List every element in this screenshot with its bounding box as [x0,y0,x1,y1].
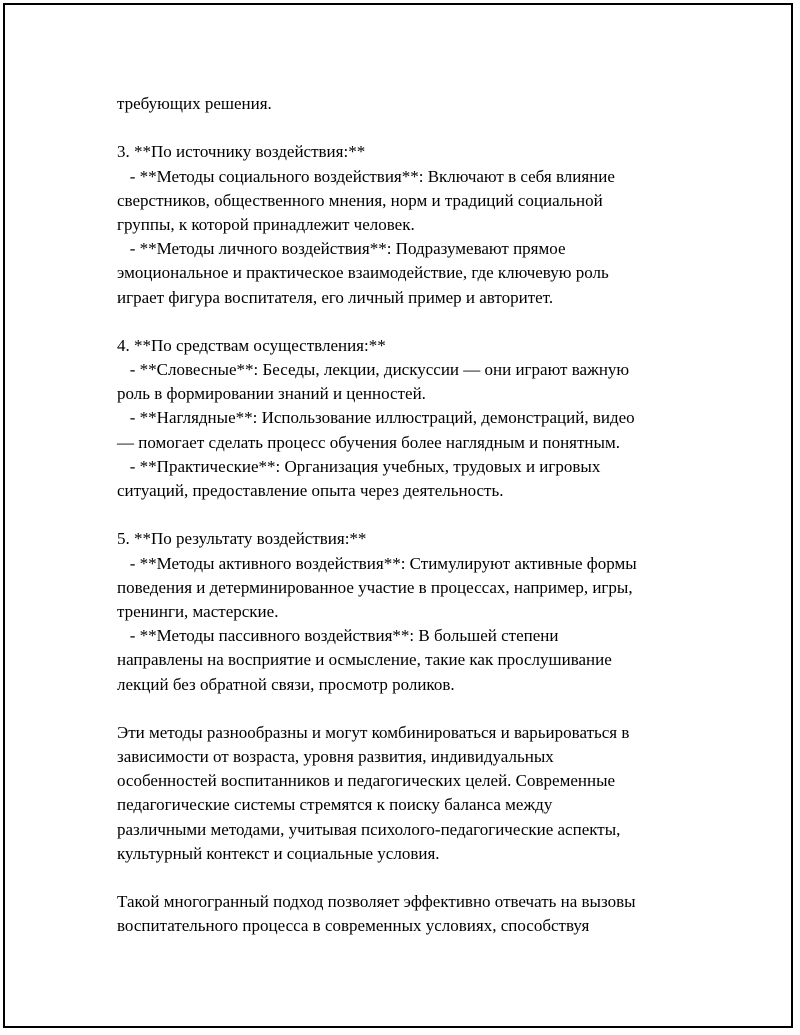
text-line: - **Методы пассивного воздействия**: В большей степени [117,626,559,646]
text-line: роль в формировании знаний и ценностей. [117,384,426,404]
text-line: 5. **По результату воздействия:** [117,529,367,549]
text-line: культурный контекст и социальные условия. [117,843,440,863]
text-line: 3. **По источнику воздействия:** [117,142,366,162]
text-line: - **Методы социального воздействия**: Включают в себя влияние [117,166,615,186]
blank-line [117,697,717,721]
text-line: играет фигура воспитателя, его личный пример и авторитет. [117,287,554,307]
document-body [117,92,717,939]
text-line: — помогает сделать процесс обучения более наглядным и понятным. [117,432,620,452]
text-line: сверстников, общественного мнения, норм и традиций социальной [117,190,603,210]
blank-line [117,503,717,527]
text-line: воспитательного процесса в современных условиях, способствуя [117,916,590,936]
text-line: - **Наглядные**: Использование иллюстраций, демонстраций, видео [117,408,635,428]
text-line: тренинги, мастерские. [117,601,279,621]
text-line: лекций без обратной связи, просмотр роликов. [117,674,455,694]
text-line: - **Словесные**: Беседы, лекции, дискуссии — они играют важную [117,360,630,380]
text-line: педагогические системы стремятся к поиску баланса между [117,795,553,815]
text-line: поведения и детерминированное участие в процессах, например, игры, [117,577,633,597]
text-line: особенностей воспитанников и педагогических целей. Современные [117,771,616,791]
text-line: - **Практические**: Организация учебных, трудовых и игровых [117,456,601,476]
text-line: ситуаций, предоставление опыта через деятельность. [117,481,504,500]
text-line: группы, к которой принадлежит человек. [117,214,415,234]
text-line: Такой многогранный подход позволяет эффективно отвечать на вызовы [117,892,636,912]
text-line: - **Методы активного воздействия**: Стимулируют активные формы [117,553,637,573]
blank-line [117,310,717,334]
text-line: - **Методы личного воздействия**: Подразумевают прямое [117,239,566,259]
text-line: требующих решения. [117,94,272,113]
text-line: 4. **По средствам осуществления:** [117,335,386,355]
text-line: Эти методы разнообразны и могут комбинироваться и варьироваться в [117,722,630,742]
text-line: направлены на восприятие и осмысление, такие как прослушивание [117,650,612,670]
text-line: эмоциональное и практическое взаимодействие, где ключевую роль [117,263,609,283]
text-line: зависимости от возраста, уровня развития, индивидуальных [117,747,554,767]
blank-line [117,116,717,140]
blank-line [117,866,717,890]
text-line: различными методами, учитывая психолого-педагогические аспекты, [117,819,621,839]
